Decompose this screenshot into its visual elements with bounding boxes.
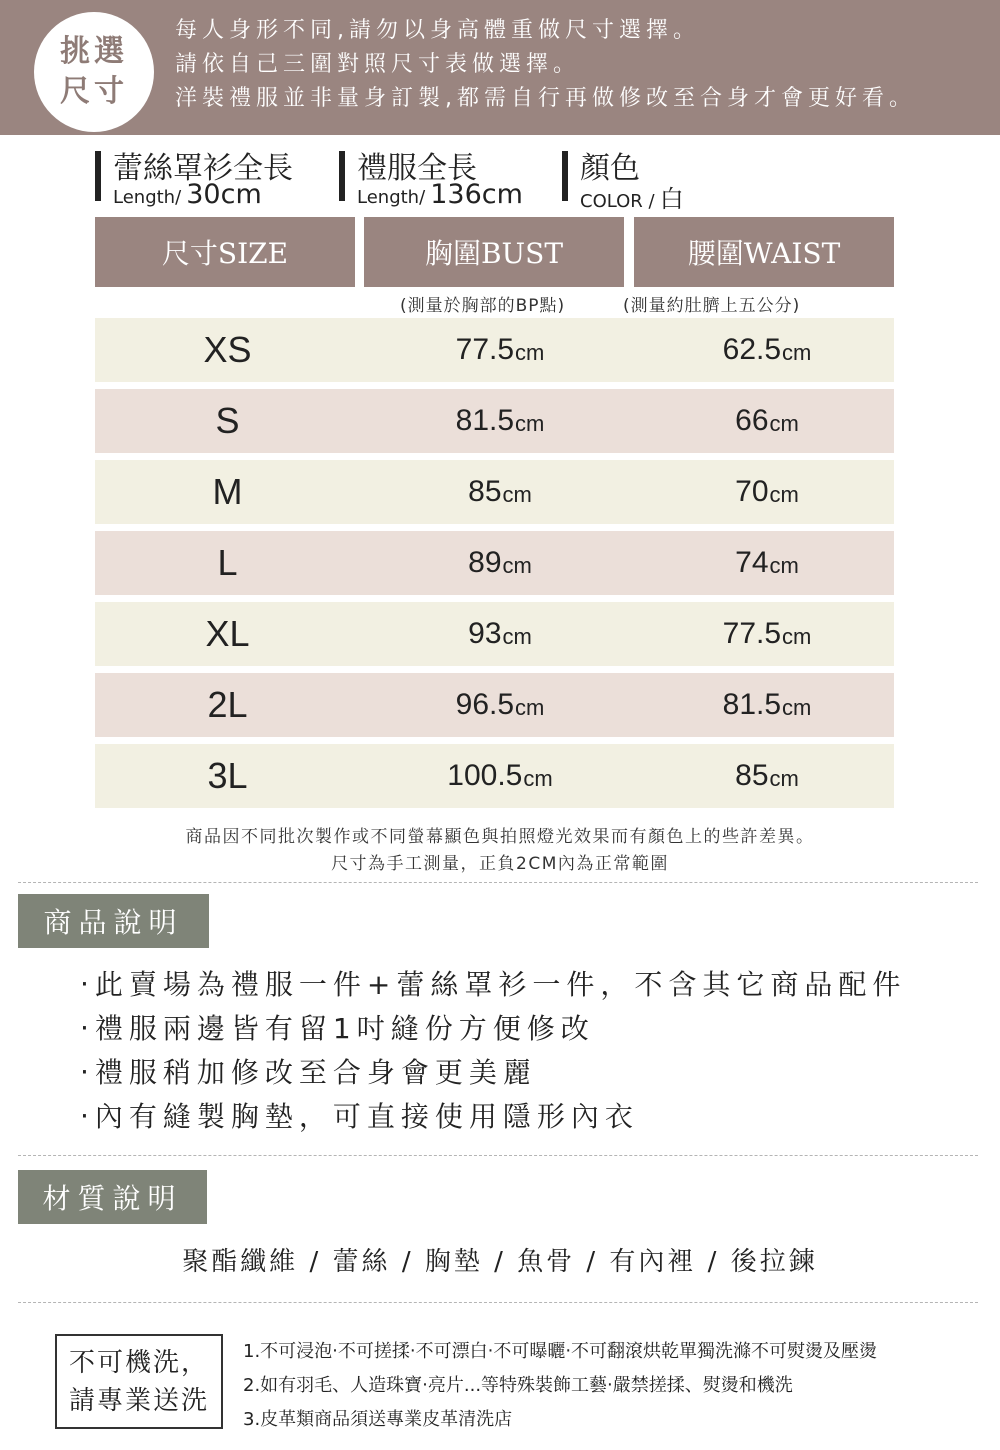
waist-value: 81.5 — [722, 688, 782, 721]
bust-value: 96.5 — [455, 688, 515, 721]
table-row — [95, 531, 894, 595]
size-cell: XL — [205, 613, 250, 654]
size-cell: L — [217, 542, 238, 583]
unit-label: cm — [769, 766, 799, 791]
material-heading: 材質說明 — [18, 1170, 207, 1224]
unit-label: cm — [502, 624, 532, 649]
waist-value: 74 — [735, 546, 769, 579]
material-list: 聚酯纖維 / 蕾絲 / 胸墊 / 魚骨 / 有內裡 / 後拉鍊 — [182, 1247, 818, 1277]
bust-value: 93 — [468, 617, 502, 650]
unit-label: cm — [515, 411, 545, 436]
bust-note: (測量於胸部的BP點) — [400, 296, 566, 316]
unit-label: cm — [782, 340, 812, 365]
divider — [18, 1155, 978, 1156]
product-heading: 商品說明 — [18, 894, 209, 948]
bust-cell — [360, 673, 640, 737]
header-note: 洋裝禮服並非量身訂製,都需自行再做修改至合身才會更好看。 — [175, 86, 916, 111]
measure-disclaimer: 尺寸為手工測量，正負2CM內為正常範圍 — [331, 854, 669, 874]
header-notes — [175, 14, 916, 116]
wash-box-line: 請專業送洗 — [68, 1385, 209, 1416]
spec-label: COLOR / — [580, 191, 655, 212]
header-note: 請依自己三圍對照尺寸表做選擇。 — [175, 52, 581, 77]
unit-label: cm — [769, 482, 799, 507]
care-note: 2.如有羽毛、人造珠寶‧亮片...等特殊裝飾工藝‧嚴禁搓揉、熨燙和機洗 — [243, 1375, 793, 1396]
waist-cell — [640, 389, 894, 453]
unit-label: cm — [769, 553, 799, 578]
table-row — [95, 744, 894, 808]
spec-title: 顏色 — [580, 151, 640, 186]
unit-label: cm — [523, 766, 553, 791]
no-machine-wash-box — [55, 1334, 223, 1429]
bust-cell — [360, 460, 640, 524]
spec-detail — [113, 179, 262, 210]
table-row — [95, 673, 894, 737]
spec-value: 30cm — [186, 179, 262, 210]
table-row — [95, 602, 894, 666]
bust-value: 100.5 — [447, 759, 523, 792]
waist-cell — [640, 318, 894, 382]
size-cell: 2L — [207, 684, 248, 725]
waist-note: (測量約肚臍上五公分) — [623, 296, 801, 316]
header-note: 每人身形不同,請勿以身高體重做尺寸選擇。 — [175, 18, 700, 43]
spec-label: Length/ — [113, 187, 182, 208]
table-row — [95, 460, 894, 524]
waist-cell — [640, 460, 894, 524]
care-note: 3.皮革類商品須送專業皮革清洗店 — [243, 1409, 513, 1430]
color-disclaimer: 商品因不同批次製作或不同螢幕顯色與拍照燈光效果而有顏色上的些許差異。 — [185, 827, 815, 847]
unit-label: cm — [515, 340, 545, 365]
spec-divider — [339, 151, 345, 201]
waist-value: 70 — [735, 475, 769, 508]
divider — [18, 882, 978, 883]
size-cell: S — [215, 400, 240, 441]
care-notes — [243, 1335, 877, 1437]
size-cell: 3L — [207, 755, 248, 796]
product-bullets — [80, 963, 906, 1139]
bullet-item: ‧內有縫製胸墊，可直接使用隱形內衣 — [80, 1100, 639, 1133]
header-waist: 腰圍WAIST — [634, 217, 894, 287]
bust-cell — [360, 744, 640, 808]
care-note: 1.不可浸泡‧不可搓揉‧不可漂白‧不可曝曬‧不可翻滾烘乾單獨洗滌不可熨燙及壓燙 — [243, 1341, 878, 1362]
header-band — [0, 0, 1000, 135]
unit-label: cm — [502, 553, 532, 578]
size-cell: M — [212, 471, 243, 512]
spec-divider — [95, 151, 101, 201]
spec-detail — [357, 179, 523, 210]
unit-label: cm — [502, 482, 532, 507]
bust-cell — [360, 602, 640, 666]
badge-line-1: 挑選 — [60, 34, 128, 69]
waist-value: 66 — [735, 404, 769, 437]
bust-value: 81.5 — [455, 404, 515, 437]
bullet-item: ‧禮服兩邊皆有留1吋縫份方便修改 — [80, 1012, 595, 1045]
bust-value: 77.5 — [455, 333, 515, 366]
spec-value: 白 — [659, 185, 684, 213]
bust-cell — [360, 389, 640, 453]
spec-title: 禮服全長 — [357, 151, 477, 186]
bust-cell — [360, 318, 640, 382]
header-bust: 胸圍BUST — [364, 217, 624, 287]
unit-label: cm — [515, 695, 545, 720]
waist-cell — [640, 673, 894, 737]
spec-value: 136cm — [430, 179, 523, 210]
bullet-item: ‧此賣場為禮服一件+蕾絲罩衫一件，不含其它商品配件 — [80, 968, 907, 1001]
divider — [18, 1302, 978, 1303]
unit-label: cm — [782, 624, 812, 649]
badge-line-2: 尺寸 — [60, 74, 128, 109]
table-row — [95, 318, 894, 382]
bust-cell — [360, 531, 640, 595]
waist-cell — [640, 602, 894, 666]
size-cell: XS — [203, 329, 252, 370]
spec-title: 蕾絲罩衫全長 — [113, 151, 293, 186]
wash-box-line: 不可機洗， — [68, 1347, 209, 1378]
unit-label: cm — [769, 411, 799, 436]
waist-value: 77.5 — [722, 617, 782, 650]
waist-value: 85 — [735, 759, 769, 792]
spec-detail — [580, 179, 684, 214]
spec-divider — [562, 151, 568, 201]
table-row — [95, 389, 894, 453]
waist-value: 62.5 — [722, 333, 782, 366]
bullet-item: ‧禮服稍加修改至合身會更美麗 — [80, 1056, 537, 1089]
header-size: 尺寸SIZE — [95, 217, 355, 287]
spec-label: Length/ — [357, 187, 426, 208]
choose-size-badge — [34, 12, 154, 132]
bust-value: 85 — [468, 475, 502, 508]
waist-cell — [640, 744, 894, 808]
waist-cell — [640, 531, 894, 595]
unit-label: cm — [782, 695, 812, 720]
bust-value: 89 — [468, 546, 502, 579]
